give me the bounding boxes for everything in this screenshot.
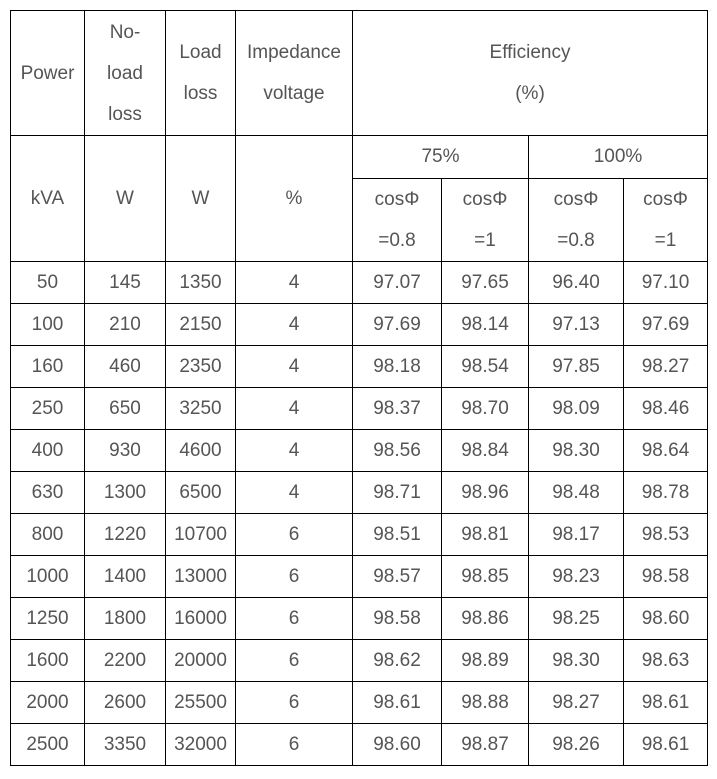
eff-100-cos08-cell: 98.48 xyxy=(529,472,624,514)
load-loss-cell: 2350 xyxy=(166,346,236,388)
power-cell: 400 xyxy=(11,430,85,472)
eff-100-cos08-cell: 98.30 xyxy=(529,640,624,682)
power-cell: 250 xyxy=(11,388,85,430)
impedance-voltage-cell: 4 xyxy=(236,346,353,388)
eff-75-cos1-cell: 98.85 xyxy=(442,556,529,598)
power-cell: 1250 xyxy=(11,598,85,640)
header-row xyxy=(11,11,708,136)
impedance-voltage-cell: 6 xyxy=(236,640,353,682)
eff-75-cos1-cell: 98.54 xyxy=(442,346,529,388)
eff-75-cos08-cell: 98.18 xyxy=(353,346,442,388)
power-cell: 2000 xyxy=(11,682,85,724)
eff-100-cos1-cell: 98.46 xyxy=(624,388,708,430)
load-loss-cell: 2150 xyxy=(166,304,236,346)
eff-100-cos1-cell: 98.27 xyxy=(624,346,708,388)
unit-power: kVA xyxy=(11,136,85,262)
eff-75-cos1-cell: 98.86 xyxy=(442,598,529,640)
eff-100-cos08-cell: 97.13 xyxy=(529,304,624,346)
load-loss-cell: 6500 xyxy=(166,472,236,514)
no-load-loss-cell: 1220 xyxy=(85,514,166,556)
table-row xyxy=(11,724,708,766)
load-loss-cell: 13000 xyxy=(166,556,236,598)
eff-75-cos08-cell: 98.57 xyxy=(353,556,442,598)
table-row xyxy=(11,262,708,304)
eff-75-cos08-cell: 98.62 xyxy=(353,640,442,682)
power-cell: 800 xyxy=(11,514,85,556)
power-cell: 630 xyxy=(11,472,85,514)
eff-75-cos1-cell: 98.81 xyxy=(442,514,529,556)
no-load-loss-cell: 930 xyxy=(85,430,166,472)
table-row xyxy=(11,430,708,472)
table-row xyxy=(11,304,708,346)
eff-75-cos08-cell: 97.07 xyxy=(353,262,442,304)
table-row xyxy=(11,472,708,514)
eff-100-cos08-cell: 98.25 xyxy=(529,598,624,640)
impedance-voltage-cell: 6 xyxy=(236,682,353,724)
eff-75-cos1-cell: 98.14 xyxy=(442,304,529,346)
no-load-loss-cell: 460 xyxy=(85,346,166,388)
power-cell: 1600 xyxy=(11,640,85,682)
load-loss-cell: 32000 xyxy=(166,724,236,766)
eff-75-cos08-cell: 98.56 xyxy=(353,430,442,472)
eff-100-cos1-cell: 98.58 xyxy=(624,556,708,598)
no-load-loss-cell: 2200 xyxy=(85,640,166,682)
no-load-loss-cell: 1400 xyxy=(85,556,166,598)
no-load-loss-cell: 1300 xyxy=(85,472,166,514)
eff-100-cos08-cell: 98.27 xyxy=(529,682,624,724)
header-impedance-voltage: Impedance voltage xyxy=(236,11,353,136)
impedance-voltage-cell: 6 xyxy=(236,598,353,640)
load-loss-cell: 16000 xyxy=(166,598,236,640)
eff-100-cos08-cell: 98.09 xyxy=(529,388,624,430)
eff-100-cos1-cell: 98.63 xyxy=(624,640,708,682)
impedance-voltage-cell: 4 xyxy=(236,304,353,346)
power-cell: 1000 xyxy=(11,556,85,598)
eff-100-cos08-cell: 98.17 xyxy=(529,514,624,556)
impedance-voltage-cell: 4 xyxy=(236,388,353,430)
eff-75-cos1-cell: 98.88 xyxy=(442,682,529,724)
eff-100-cos1-cell: 98.78 xyxy=(624,472,708,514)
eff-100-cos08-cell: 98.26 xyxy=(529,724,624,766)
eff-75-cos08-cell: 98.37 xyxy=(353,388,442,430)
load-loss-cell: 20000 xyxy=(166,640,236,682)
impedance-voltage-cell: 6 xyxy=(236,556,353,598)
table-row xyxy=(11,682,708,724)
power-cell: 160 xyxy=(11,346,85,388)
eff-75-cos1-cell: 98.96 xyxy=(442,472,529,514)
eff-75-cos08-cell: 98.60 xyxy=(353,724,442,766)
no-load-loss-cell: 2600 xyxy=(85,682,166,724)
eff-100-cos1-cell: 98.60 xyxy=(624,598,708,640)
header-cos-1-100: cosΦ =1 xyxy=(624,179,708,262)
table-row xyxy=(11,388,708,430)
eff-75-cos08-cell: 97.69 xyxy=(353,304,442,346)
no-load-loss-cell: 650 xyxy=(85,388,166,430)
power-cell: 2500 xyxy=(11,724,85,766)
load-loss-cell: 25500 xyxy=(166,682,236,724)
eff-75-cos1-cell: 98.89 xyxy=(442,640,529,682)
eff-100-cos08-cell: 97.85 xyxy=(529,346,624,388)
unit-no-load-loss: W xyxy=(85,136,166,262)
subheader-row-load xyxy=(11,136,708,179)
transformer-spec-table xyxy=(10,10,708,766)
power-cell: 100 xyxy=(11,304,85,346)
load-loss-cell: 3250 xyxy=(166,388,236,430)
impedance-voltage-cell: 4 xyxy=(236,430,353,472)
eff-75-cos08-cell: 98.58 xyxy=(353,598,442,640)
table-row xyxy=(11,346,708,388)
eff-100-cos08-cell: 98.23 xyxy=(529,556,624,598)
eff-75-cos1-cell: 98.87 xyxy=(442,724,529,766)
eff-75-cos1-cell: 98.70 xyxy=(442,388,529,430)
header-load-100: 100% xyxy=(529,136,708,179)
table-row xyxy=(11,514,708,556)
impedance-voltage-cell: 4 xyxy=(236,472,353,514)
header-cos-1-75: cosΦ =1 xyxy=(442,179,529,262)
eff-75-cos1-cell: 98.84 xyxy=(442,430,529,472)
impedance-voltage-cell: 6 xyxy=(236,514,353,556)
impedance-voltage-cell: 4 xyxy=(236,262,353,304)
header-load-75: 75% xyxy=(353,136,529,179)
eff-75-cos1-cell: 97.65 xyxy=(442,262,529,304)
unit-impedance-voltage: % xyxy=(236,136,353,262)
power-cell: 50 xyxy=(11,262,85,304)
table-row xyxy=(11,598,708,640)
table-row xyxy=(11,640,708,682)
eff-75-cos08-cell: 98.71 xyxy=(353,472,442,514)
eff-100-cos08-cell: 96.40 xyxy=(529,262,624,304)
header-no-load-loss: No- load loss xyxy=(85,11,166,136)
header-load-loss: Load loss xyxy=(166,11,236,136)
eff-100-cos1-cell: 98.61 xyxy=(624,682,708,724)
eff-75-cos08-cell: 98.61 xyxy=(353,682,442,724)
load-loss-cell: 10700 xyxy=(166,514,236,556)
eff-100-cos1-cell: 97.10 xyxy=(624,262,708,304)
header-cos-08-75: cosΦ =0.8 xyxy=(353,179,442,262)
eff-100-cos1-cell: 98.64 xyxy=(624,430,708,472)
eff-100-cos1-cell: 98.53 xyxy=(624,514,708,556)
table-row xyxy=(11,556,708,598)
header-cos-08-100: cosΦ =0.8 xyxy=(529,179,624,262)
eff-100-cos1-cell: 98.61 xyxy=(624,724,708,766)
eff-100-cos1-cell: 97.69 xyxy=(624,304,708,346)
no-load-loss-cell: 1800 xyxy=(85,598,166,640)
eff-75-cos08-cell: 98.51 xyxy=(353,514,442,556)
no-load-loss-cell: 3350 xyxy=(85,724,166,766)
impedance-voltage-cell: 6 xyxy=(236,724,353,766)
no-load-loss-cell: 145 xyxy=(85,262,166,304)
eff-100-cos08-cell: 98.30 xyxy=(529,430,624,472)
load-loss-cell: 1350 xyxy=(166,262,236,304)
load-loss-cell: 4600 xyxy=(166,430,236,472)
no-load-loss-cell: 210 xyxy=(85,304,166,346)
unit-load-loss: W xyxy=(166,136,236,262)
header-efficiency: Efficiency (%) xyxy=(353,11,708,136)
header-power: Power xyxy=(11,11,85,136)
